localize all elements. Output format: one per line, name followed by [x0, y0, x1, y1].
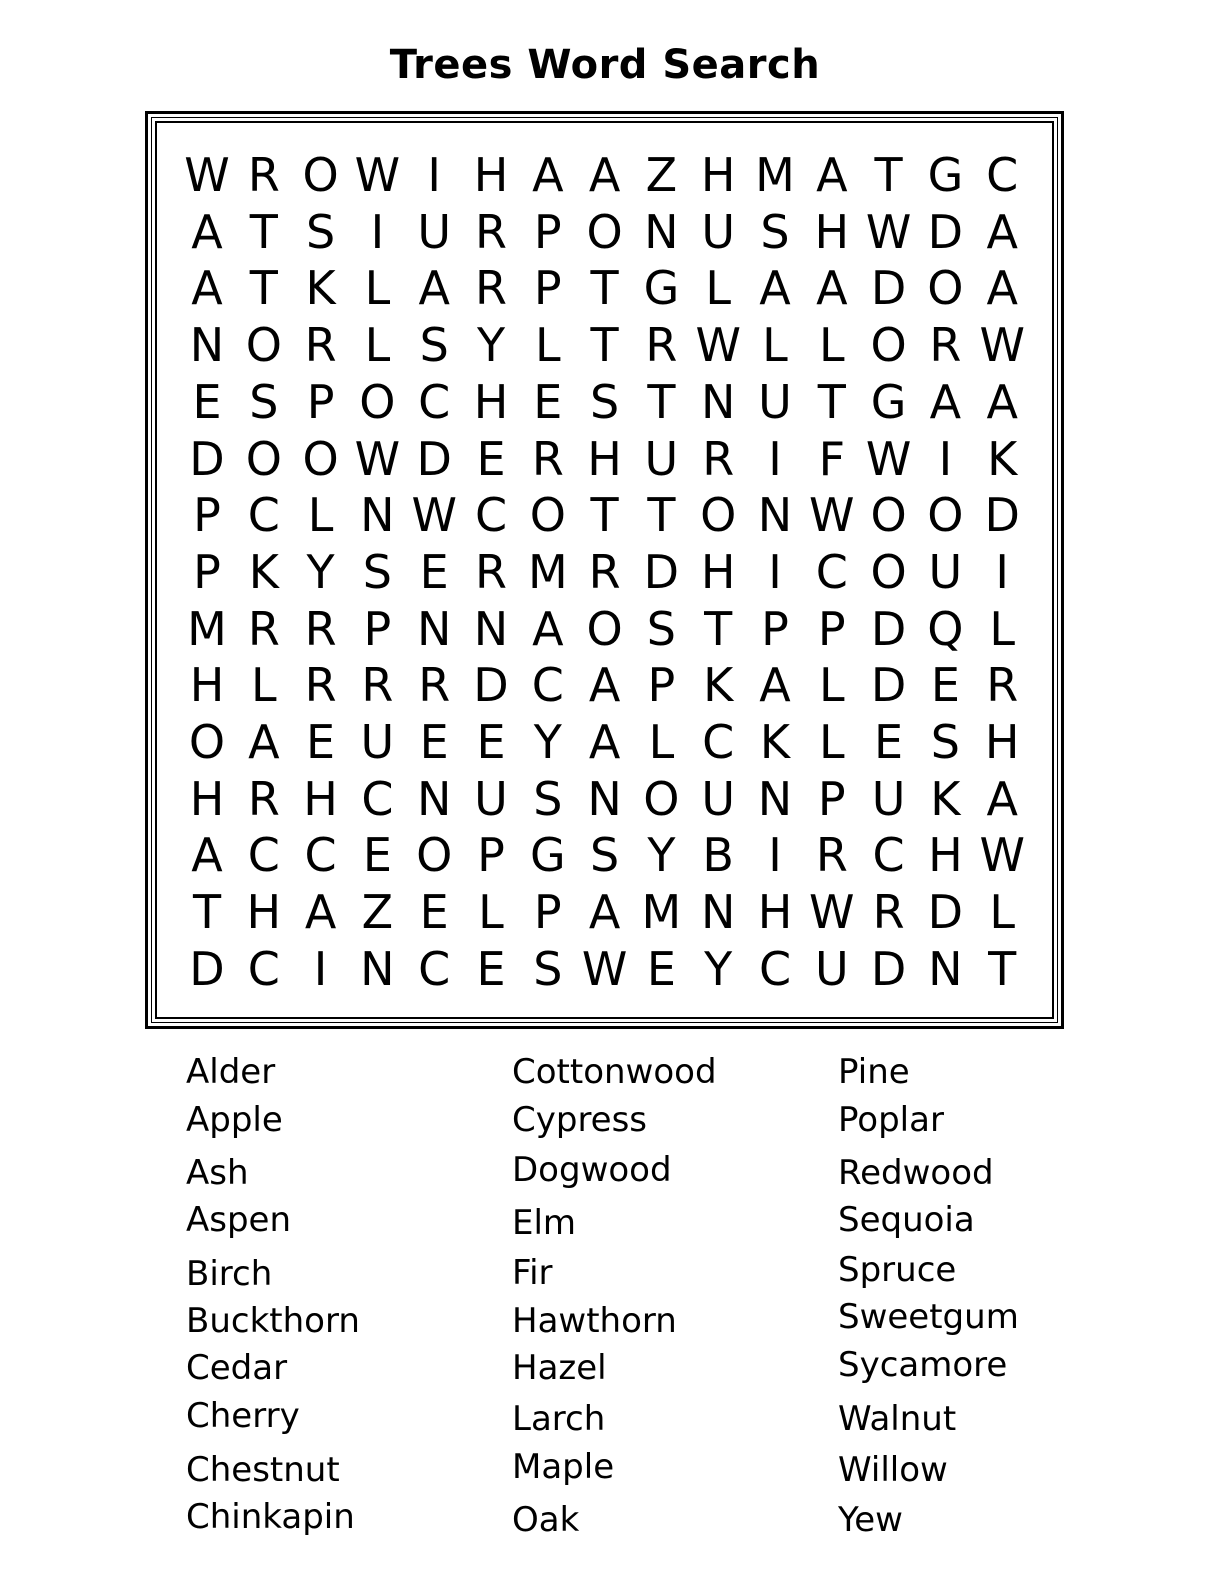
grid-cell[interactable]: R	[531, 431, 564, 486]
grid-cell[interactable]: U	[417, 204, 452, 259]
grid-cell[interactable]: K	[703, 658, 734, 713]
grid-cell[interactable]: U	[474, 771, 508, 826]
grid-cell[interactable]: T	[590, 488, 619, 543]
grid-cell[interactable]: D	[416, 431, 452, 486]
grid-cell[interactable]: R	[475, 261, 507, 316]
grid-cell[interactable]: W	[979, 318, 1025, 373]
grid-cell[interactable]: O	[188, 715, 226, 769]
grid-cell[interactable]: N	[928, 941, 963, 996]
grid-cell[interactable]: L	[364, 318, 391, 373]
word-list-item: Larch	[512, 1399, 606, 1439]
grid-cell[interactable]: Y	[704, 941, 733, 996]
grid-cell[interactable]: P	[363, 601, 392, 656]
grid-cell[interactable]: T	[647, 488, 676, 543]
grid-cell[interactable]: R	[986, 658, 1019, 713]
grid-cell[interactable]: I	[370, 204, 385, 259]
grid-cell[interactable]: C	[872, 828, 905, 883]
grid-cell[interactable]: L	[534, 318, 561, 373]
grid-cell[interactable]: S	[589, 374, 620, 429]
grid-cell[interactable]: S	[760, 204, 790, 259]
puzzle-title: Trees Word Search	[389, 42, 821, 88]
grid-cell[interactable]: E	[419, 715, 449, 769]
grid-cell[interactable]: A	[588, 148, 621, 202]
grid-cell[interactable]: U	[701, 771, 736, 826]
grid-cell[interactable]: D	[984, 488, 1020, 543]
grid-cell[interactable]: E	[306, 715, 336, 769]
word-list-item: Sweetgum	[838, 1297, 1019, 1337]
grid-cell[interactable]: E	[476, 431, 506, 486]
grid-cell[interactable]: Z	[361, 885, 394, 940]
grid-cell[interactable]: O	[870, 318, 907, 373]
grid-cell[interactable]: N	[189, 318, 225, 373]
grid-cell[interactable]: W	[979, 828, 1025, 883]
grid-cell[interactable]: N	[757, 488, 793, 543]
word-list-item: Oak	[512, 1500, 580, 1540]
grid-cell[interactable]: N	[473, 601, 509, 656]
grid-cell[interactable]: R	[247, 601, 280, 656]
grid-cell[interactable]: W	[865, 204, 912, 259]
word-list-item: Hawthorn	[512, 1301, 677, 1341]
grid-cell[interactable]: R	[929, 318, 962, 373]
grid-cell[interactable]: D	[643, 544, 680, 599]
grid-cell[interactable]: R	[247, 148, 280, 202]
grid-cell[interactable]: K	[759, 715, 791, 769]
grid-cell[interactable]: O	[416, 828, 453, 883]
grid-cell[interactable]: O	[359, 374, 396, 429]
grid-cell[interactable]: L	[648, 715, 675, 769]
grid-cell[interactable]: A	[191, 828, 223, 883]
grid-cell[interactable]: U	[701, 204, 736, 259]
grid-cell[interactable]: W	[865, 431, 912, 486]
grid-cell[interactable]: H	[700, 544, 736, 599]
word-list-item: Alder	[186, 1052, 276, 1092]
grid-cell[interactable]: R	[361, 658, 394, 713]
word-list-item: Chestnut	[186, 1450, 340, 1490]
grid-cell[interactable]: D	[189, 431, 225, 486]
grid-cell[interactable]: O	[586, 601, 623, 656]
grid-cell[interactable]: R	[475, 204, 507, 259]
grid-cell[interactable]: T	[874, 148, 903, 202]
grid-cell[interactable]: C	[986, 148, 1019, 202]
grid-cell[interactable]: T	[817, 374, 846, 429]
grid-cell[interactable]: W	[184, 148, 230, 202]
grid-cell[interactable]: I	[768, 544, 782, 599]
grid-cell[interactable]: S	[249, 374, 279, 429]
word-list-item: Apple	[186, 1100, 283, 1140]
word-list-item: Cypress	[512, 1100, 648, 1140]
grid-cell[interactable]: D	[870, 261, 907, 316]
word-list-item: Cherry	[186, 1396, 300, 1436]
grid-cell[interactable]: S	[362, 544, 392, 599]
grid-cell[interactable]: A	[248, 715, 280, 769]
grid-cell[interactable]: O	[927, 488, 964, 543]
grid-cell[interactable]: R	[304, 318, 337, 373]
grid-cell[interactable]: R	[702, 431, 735, 486]
grid-cell[interactable]: D	[927, 885, 964, 940]
grid-cell[interactable]: O	[927, 261, 964, 316]
grid-cell[interactable]: P	[477, 828, 505, 883]
grid-cell[interactable]: M	[187, 601, 227, 656]
grid-cell[interactable]: C	[361, 771, 394, 826]
grid-cell[interactable]: M	[527, 544, 568, 599]
grid-cell[interactable]: U	[360, 715, 395, 769]
grid-cell[interactable]: H	[928, 828, 963, 883]
grid-cell[interactable]: S	[930, 715, 960, 769]
grid-cell[interactable]: N	[644, 204, 679, 259]
grid-cell[interactable]: E	[930, 658, 960, 713]
grid-cell[interactable]: F	[818, 431, 846, 486]
grid-cell[interactable]: O	[302, 148, 339, 202]
grid-cell[interactable]: P	[193, 488, 221, 543]
grid-cell[interactable]: C	[247, 488, 280, 543]
grid-cell[interactable]: W	[354, 148, 401, 202]
grid-cell[interactable]: N	[700, 374, 736, 429]
grid-cell[interactable]: H	[984, 715, 1020, 769]
grid-cell[interactable]: N	[360, 941, 395, 996]
grid-cell[interactable]: P	[761, 601, 789, 656]
grid-cell[interactable]: Y	[647, 828, 676, 883]
grid-cell[interactable]: L	[818, 658, 845, 713]
grid-cell[interactable]: L	[762, 318, 788, 373]
grid-cell[interactable]: E	[192, 374, 222, 429]
grid-cell[interactable]: H	[814, 204, 850, 259]
grid-cell[interactable]: A	[588, 885, 621, 940]
grid-cell[interactable]: P	[193, 544, 221, 599]
grid-cell[interactable]: E	[476, 715, 506, 769]
grid-cell[interactable]: R	[645, 318, 678, 373]
word-list-item: Redwood	[838, 1153, 994, 1193]
grid-cell[interactable]: P	[647, 658, 676, 713]
grid-cell[interactable]: I	[768, 431, 782, 486]
grid-cell[interactable]: L	[818, 318, 845, 373]
grid-cell[interactable]: O	[643, 771, 680, 826]
grid-cell[interactable]: W	[695, 318, 741, 373]
grid-cell[interactable]: D	[870, 658, 907, 713]
grid-cell[interactable]: Z	[645, 148, 678, 202]
word-list-item: Dogwood	[512, 1150, 672, 1190]
word-list-item: Ash	[186, 1153, 249, 1193]
grid-cell[interactable]: I	[938, 431, 953, 486]
grid-cell[interactable]: Q	[927, 601, 964, 656]
grid-cell[interactable]: M	[755, 148, 795, 202]
grid-cell[interactable]: L	[307, 488, 334, 543]
grid-cell[interactable]: L	[478, 885, 504, 940]
grid-cell[interactable]: N	[360, 488, 395, 543]
grid-cell[interactable]: D	[870, 941, 907, 996]
word-list-item: Fir	[512, 1253, 553, 1293]
grid-cell[interactable]: C	[815, 544, 848, 599]
grid-cell[interactable]: H	[587, 431, 622, 486]
grid-cell[interactable]: K	[305, 261, 336, 316]
word-list-item: Pine	[838, 1052, 910, 1092]
grid-cell[interactable]: R	[304, 658, 337, 713]
word-list-item: Birch	[186, 1254, 273, 1294]
grid-cell[interactable]: A	[986, 374, 1018, 429]
grid-cell[interactable]: A	[191, 204, 223, 259]
grid-cell[interactable]: L	[989, 885, 1015, 940]
grid-cell[interactable]: S	[589, 828, 620, 883]
grid-cell[interactable]: A	[532, 148, 564, 202]
grid-cell[interactable]: L	[989, 601, 1015, 656]
grid-cell[interactable]: W	[411, 488, 457, 543]
grid-cell[interactable]: A	[532, 601, 564, 656]
grid-cell[interactable]: A	[816, 261, 848, 316]
grid-cell[interactable]: A	[986, 771, 1018, 826]
grid-cell[interactable]: H	[246, 885, 282, 940]
grid-cell[interactable]: L	[250, 658, 277, 713]
grid-cell[interactable]: C	[304, 828, 337, 883]
grid-cell[interactable]: C	[418, 374, 451, 429]
word-list-item: Willow	[838, 1450, 948, 1490]
word-list-item: Hazel	[512, 1348, 607, 1388]
grid-cell[interactable]: O	[870, 488, 907, 543]
grid-cell[interactable]: E	[419, 544, 449, 599]
word-list-item: Poplar	[838, 1100, 944, 1140]
word-list-item: Yew	[838, 1500, 903, 1540]
grid-cell[interactable]: A	[588, 715, 621, 769]
word-list-item: Cedar	[186, 1348, 288, 1388]
grid-cell[interactable]: H	[757, 885, 793, 940]
grid-cell[interactable]: D	[189, 941, 225, 996]
grid-cell[interactable]: I	[313, 941, 328, 996]
grid-cell[interactable]: N	[416, 771, 452, 826]
grid-cell[interactable]: E	[646, 941, 676, 996]
grid-cell[interactable]: P	[306, 374, 335, 429]
grid-cell[interactable]: L	[705, 261, 731, 316]
grid-cell[interactable]: E	[874, 715, 904, 769]
grid-cell[interactable]: G	[529, 828, 566, 883]
grid-cell[interactable]: G	[870, 374, 907, 429]
grid-cell[interactable]: E	[419, 885, 449, 940]
grid-cell[interactable]: U	[758, 374, 792, 429]
grid-cell[interactable]: C	[418, 941, 451, 996]
grid-cell[interactable]: E	[362, 828, 392, 883]
word-list-item: Cottonwood	[512, 1052, 717, 1092]
grid-cell[interactable]: N	[416, 601, 452, 656]
word-list-item: Maple	[512, 1447, 615, 1487]
grid-cell[interactable]: H	[700, 148, 736, 202]
grid-cell[interactable]: L	[364, 261, 391, 316]
grid-cell[interactable]: H	[189, 658, 225, 713]
grid-cell[interactable]: S	[646, 601, 676, 656]
grid-cell[interactable]: O	[586, 204, 623, 259]
grid-cell[interactable]: P	[817, 601, 846, 656]
grid-cell[interactable]: O	[529, 488, 566, 543]
grid-cell[interactable]: G	[927, 148, 964, 202]
grid-cell[interactable]: P	[533, 885, 562, 940]
grid-cell[interactable]: I	[427, 148, 441, 202]
grid-cell[interactable]: M	[641, 885, 682, 940]
grid-cell[interactable]: I	[995, 544, 1009, 599]
grid-cell[interactable]: I	[768, 828, 782, 883]
grid-cell[interactable]: R	[475, 544, 507, 599]
grid-cell[interactable]: Y	[306, 544, 335, 599]
grid-cell[interactable]: A	[816, 148, 848, 202]
grid-cell[interactable]: C	[247, 941, 280, 996]
grid-cell[interactable]: T	[590, 318, 619, 373]
grid-cell[interactable]: D	[870, 601, 907, 656]
word-list-item: Aspen	[186, 1200, 292, 1240]
grid-cell[interactable]: A	[986, 261, 1018, 316]
grid-cell[interactable]: U	[644, 431, 679, 486]
grid-cell[interactable]: T	[988, 941, 1017, 996]
grid-cell[interactable]: C	[531, 658, 564, 713]
grid-cell[interactable]: K	[987, 431, 1018, 486]
grid-cell[interactable]: A	[986, 204, 1018, 259]
grid-cell[interactable]: O	[302, 431, 339, 486]
grid-cell[interactable]: E	[476, 941, 506, 996]
grid-cell[interactable]: A	[759, 261, 791, 316]
grid-cell[interactable]: L	[818, 715, 845, 769]
grid-cell[interactable]: W	[809, 885, 855, 940]
grid-cell[interactable]: G	[643, 261, 680, 316]
grid-cell[interactable]: H	[473, 374, 509, 429]
grid-cell[interactable]: S	[533, 771, 563, 826]
grid-cell[interactable]: C	[474, 488, 508, 543]
word-list-item: Walnut	[838, 1399, 957, 1439]
grid-cell[interactable]: S	[533, 941, 563, 996]
grid-cell[interactable]: N	[587, 771, 622, 826]
grid-cell[interactable]: A	[929, 374, 962, 429]
grid-cell[interactable]: O	[245, 318, 282, 373]
grid-cell[interactable]: R	[418, 658, 451, 713]
grid-cell[interactable]: U	[871, 771, 906, 826]
grid-cell[interactable]: T	[647, 374, 676, 429]
grid-cell[interactable]: S	[419, 318, 449, 373]
word-list-item: Sequoia	[838, 1200, 975, 1240]
grid-cell[interactable]: D	[927, 204, 964, 259]
grid-cell[interactable]: W	[809, 488, 855, 543]
grid-cell[interactable]: T	[590, 261, 619, 316]
grid-cell[interactable]: Y	[476, 318, 506, 373]
grid-cell[interactable]: A	[191, 261, 223, 316]
grid-cell[interactable]: R	[247, 771, 280, 826]
grid-cell[interactable]: H	[189, 771, 225, 826]
word-list-item: Elm	[512, 1203, 577, 1243]
word-list-item: Chinkapin	[186, 1497, 355, 1537]
grid-cell[interactable]: W	[354, 431, 401, 486]
grid-cell[interactable]: R	[872, 885, 905, 940]
grid-cell[interactable]: R	[304, 601, 337, 656]
grid-cell[interactable]: O	[245, 431, 282, 486]
grid-cell[interactable]: O	[700, 488, 737, 543]
grid-cell[interactable]: A	[588, 658, 621, 713]
grid-cell[interactable]: H	[473, 148, 509, 202]
grid-cell[interactable]: N	[700, 885, 736, 940]
grid-cell[interactable]: R	[588, 544, 621, 599]
grid-cell[interactable]: B	[702, 828, 734, 883]
grid-cell[interactable]: P	[817, 771, 846, 826]
grid-cell[interactable]: S	[305, 204, 336, 259]
grid-cell[interactable]: C	[702, 715, 735, 769]
grid-cell[interactable]: Y	[533, 715, 562, 769]
grid-cell[interactable]: O	[870, 544, 907, 599]
grid-cell[interactable]: C	[247, 828, 280, 883]
grid-cell[interactable]: D	[473, 658, 509, 713]
grid-cell[interactable]: R	[815, 828, 848, 883]
grid-cell[interactable]: A	[759, 658, 791, 713]
grid-cell[interactable]: K	[930, 771, 961, 826]
grid-cell[interactable]: P	[533, 261, 562, 316]
grid-cell[interactable]: U	[814, 941, 849, 996]
grid-cell[interactable]: W	[581, 941, 628, 996]
grid-cell[interactable]: T	[192, 885, 222, 940]
grid-cell[interactable]: N	[757, 771, 793, 826]
word-list-item: Sycamore	[838, 1345, 1008, 1385]
grid-cell[interactable]: T	[249, 204, 278, 259]
grid-cell[interactable]: A	[418, 261, 450, 316]
grid-cell[interactable]: E	[533, 374, 563, 429]
word-list-item: Buckthorn	[186, 1301, 360, 1341]
grid-cell[interactable]: K	[248, 544, 279, 599]
grid-cell[interactable]: A	[304, 885, 337, 940]
word-list-item: Spruce	[838, 1250, 957, 1290]
grid-cell[interactable]: U	[928, 544, 963, 599]
grid-cell[interactable]: H	[303, 771, 338, 826]
grid-cell[interactable]: P	[533, 204, 562, 259]
grid-cell[interactable]: C	[758, 941, 792, 996]
grid-cell[interactable]: T	[249, 261, 278, 316]
grid-cell[interactable]: T	[704, 601, 733, 656]
